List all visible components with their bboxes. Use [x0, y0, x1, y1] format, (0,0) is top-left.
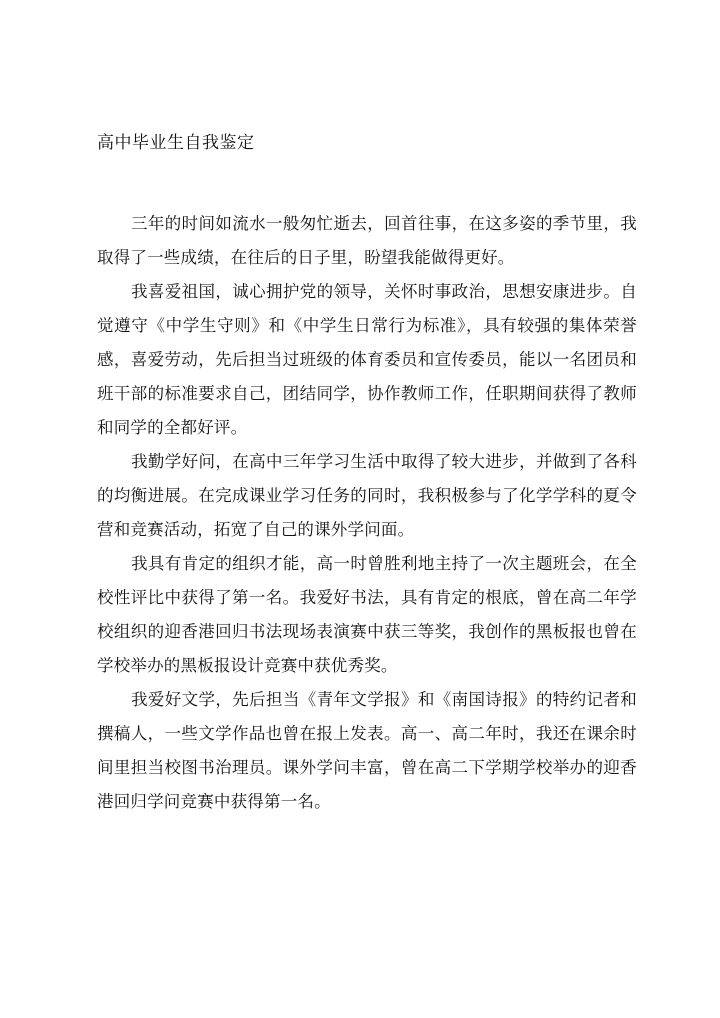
paragraph-4: 我具有肯定的组织才能，高一时曾胜利地主持了一次主题班会，在全校性评比中获得了第一名。我爱好书法，具有肯定的根底，曾在高二年学校组织的迎香港回归书法现场表演赛中获三等奖，我创作的黑板报也曾在学校举办的黑板报设计竞赛中获优秀奖。 — [97, 554, 637, 675]
paragraph-1: 三年的时间如流水一般匆忙逝去，回首往事，在这多姿的季节里，我取得了一些成绩，在往后的日子里，盼望我能做得更好。 — [97, 214, 637, 267]
paragraph-2: 我喜爱祖国，诚心拥护党的领导，关怀时事政治，思想安康进步。自觉遵守《中学生守则》和《中学生日常行为标准》，具有较强的集体荣誉感，喜爱劳动，先后担当过班级的体育委员和宣传委员，能以一名团员和班干部的标准要求自己，团结同学，协作教师工作，任职期间获得了教师和同学的全都好评。 — [97, 282, 637, 437]
paragraph-5: 我爱好文学，先后担当《青年文学报》和《南国诗报》的特约记者和撰稿人，一些文学作品也曾在报上发表。高一、高二年时，我还在课余时间里担当校图书治理员。课外学问丰富，曾在高二下学期学校举办的迎香港回归学问竞赛中获得第一名。 — [97, 690, 637, 811]
paragraph-3: 我勤学好问，在高中三年学习生活中取得了较大进步，并做到了各科的均衡进展。在完成课业学习任务的同时，我积极参与了化学学科的夏令营和竞赛活动，拓宽了自己的课外学问面。 — [97, 452, 637, 539]
document-title: 高中毕业生自我鉴定 — [97, 133, 255, 153]
document-body — [97, 207, 637, 819]
